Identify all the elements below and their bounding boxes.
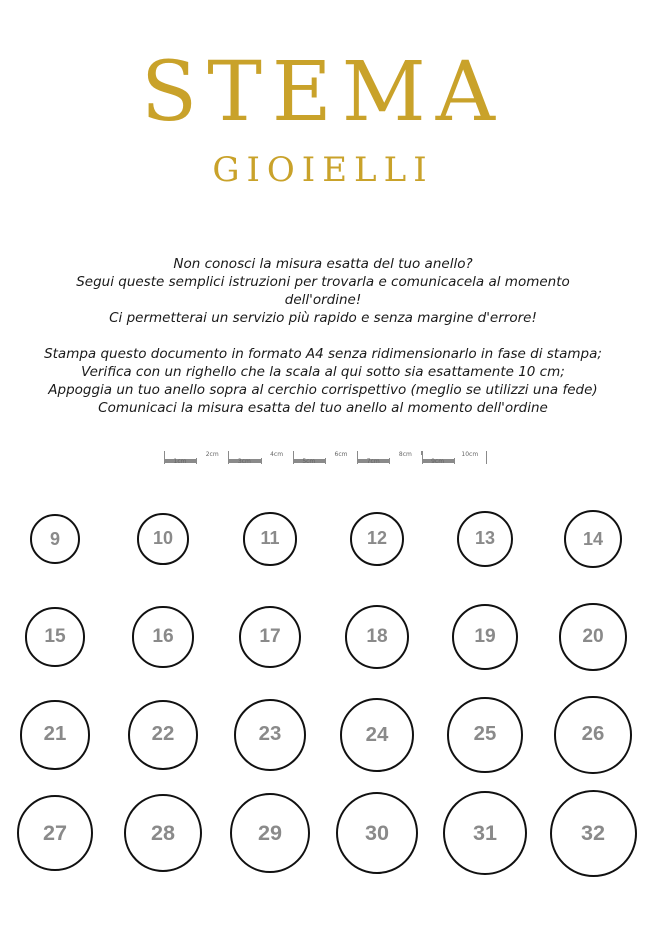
ring-size-circle: 22 [128,700,199,771]
ring-size-circle: 30 [336,792,419,875]
ruler-label: 7cm [366,458,380,465]
ring-size-circle: 21 [20,700,89,769]
step-line: Appoggia un tuo anello sopra al cerchio corrispettivo (meglio se utilizzi una fede) [48,382,598,398]
ring-size-circle: 12 [350,512,405,567]
intro-line: Segui queste semplici istruzioni per trovarla e comunicacela al momento [76,274,570,290]
ring-size-circle: 18 [345,605,409,669]
ring-size-circle: 15 [25,607,85,667]
ring-size-circle: 17 [239,606,302,669]
ring-size-circle: 25 [447,697,523,773]
instructions [0,255,646,417]
intro-line: Non conosci la misura esatta del tuo anello? [173,256,473,272]
ruler-label: 9cm [431,458,445,465]
scale-ruler [164,451,486,469]
ring-size-circle: 31 [443,791,528,876]
step-line: Verifica con un righello che la scala al qui sotto sia esattamente 10 cm; [81,364,565,380]
ring-size-circle: 14 [564,510,622,568]
ruler-tick [486,451,487,464]
ring-size-circle: 29 [230,793,310,873]
ring-size-circle: 28 [124,794,202,872]
brand-logo: STEMA [141,45,505,140]
ring-size-circle: 9 [30,514,80,564]
ruler-label: 10cm [454,451,486,458]
ruler-label: 2cm [196,451,228,458]
ring-size-circle: 10 [137,513,189,565]
ring-size-circle: 20 [559,603,627,671]
ring-size-circle: 13 [457,511,513,567]
intro-line: dell'ordine! [284,292,362,308]
ruler-label: 4cm [261,451,293,458]
ruler-label: 1cm [173,458,187,465]
ring-size-circle: 19 [452,604,518,670]
intro-line: Ci permetterai un servizio più rapido e senza margine d'errore! [109,310,537,326]
ruler-label: 6cm [325,451,357,458]
ring-size-circle: 24 [340,698,414,772]
ring-size-circle: 16 [132,606,193,667]
ruler-label: 3cm [237,458,251,465]
ring-size-circle: 27 [17,795,93,871]
ring-size-circle: 23 [234,699,306,771]
ring-size-circle: 11 [243,512,296,565]
ruler-label: 5cm [302,458,316,465]
ruler-label: 8cm [389,451,421,458]
brand-subtitle: GIOIELLI [212,150,434,190]
ring-size-circle: 26 [554,696,631,773]
ring-size-circle: 32 [550,790,637,877]
step-line: Stampa questo documento in formato A4 senza ridimensionarlo in fase di stampa; [44,346,602,362]
step-line: Comunicaci la misura esatta del tuo anello al momento dell'ordine [98,400,548,416]
